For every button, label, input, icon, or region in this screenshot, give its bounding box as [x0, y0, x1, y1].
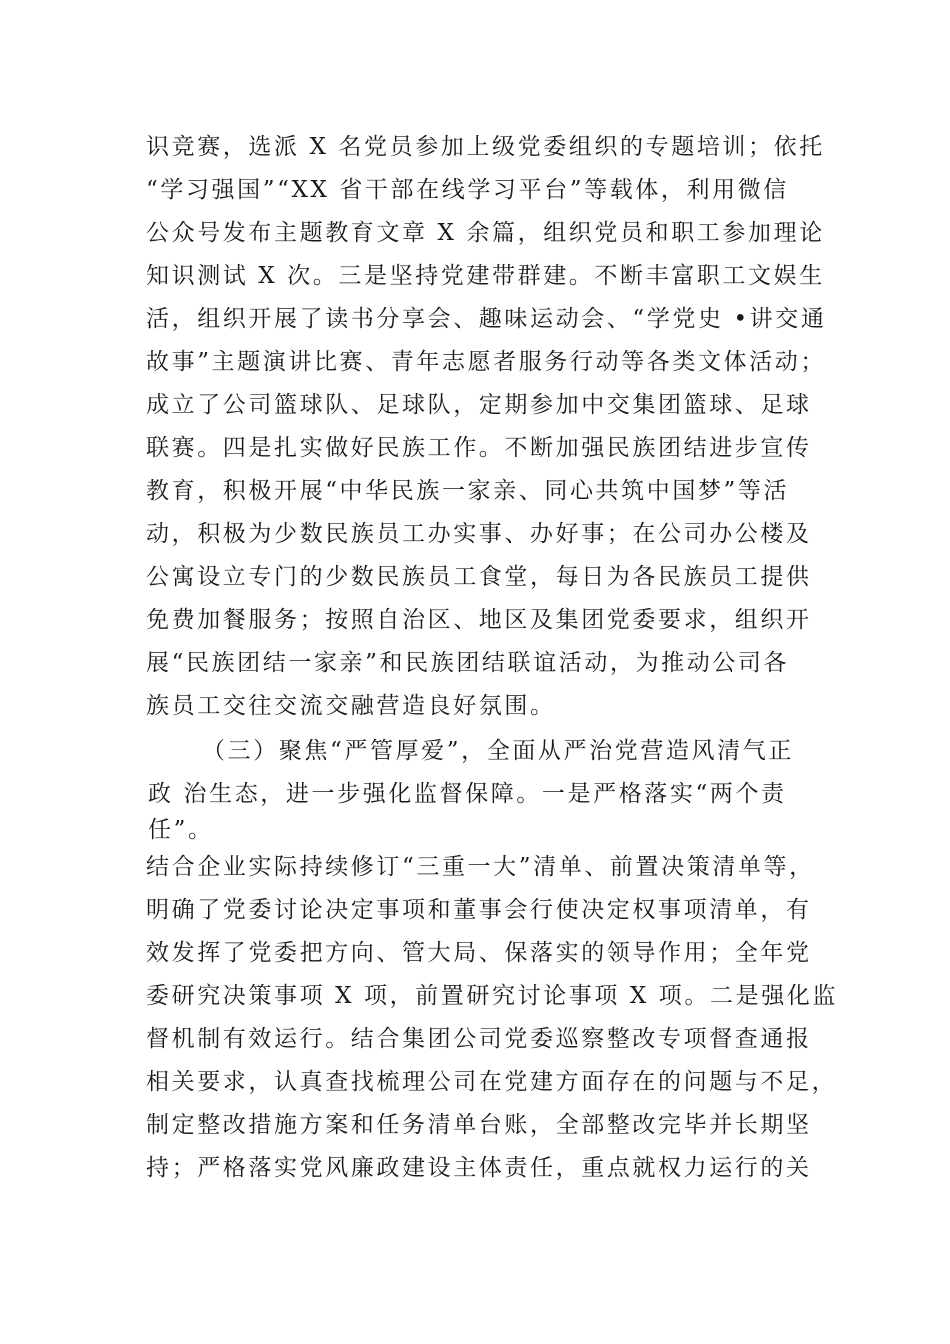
text-line: 成立了公司篮球队、足球队，定期参加中交集团篮球、足球	[146, 392, 812, 418]
text-line: 免费加餐服务；按照自治区、地区及集团党委要求，组织开	[146, 607, 812, 633]
section-heading-line: 政 治生态，进一步强化监督保障。一是严格落实“两个责	[148, 781, 787, 807]
text-line: 故事”主题演讲比赛、青年志愿者服务行动等各类文体活动；	[146, 349, 826, 375]
section-heading-line: （三）聚焦“严管厚爱”，全面从严治党营造风清气正	[202, 738, 794, 764]
text-line: 教育，积极开展“中华民族一家亲、同心共筑中国梦”等活	[146, 478, 790, 504]
text-line: “学习强国”“XX 省干部在线学习平台”等载体，利用微信	[146, 177, 789, 203]
text-line: 族员工交往交流交融营造良好氛围。	[146, 693, 556, 719]
text-line: 活，组织开展了读书分享会、趣味运动会、“学党史 •讲交通	[146, 306, 827, 332]
text-line: 识竞赛，选派 X 名党员参加上级党委组织的专题培训；依托	[146, 134, 825, 160]
text-line: 制定整改措施方案和任务清单台账，全部整改完毕并长期坚	[146, 1112, 812, 1138]
text-line: 动，积极为少数民族员工办实事、办好事；在公司办公楼及	[146, 521, 812, 547]
text-line: 委研究决策事项 X 项，前置研究讨论事项 X 项。二是强化监	[146, 983, 838, 1009]
text-line: 明确了党委讨论决定事项和董事会行使决定权事项清单，有	[146, 897, 812, 923]
text-line: 公寓设立专门的少数民族员工食堂，每日为各民族员工提供	[146, 564, 812, 590]
text-line: 相关要求，认真查找梳理公司在党建方面存在的问题与不足，	[146, 1069, 838, 1095]
section-heading-line: 任”。	[148, 817, 214, 843]
text-line: 展“民族团结一家亲”和民族团结联谊活动，为推动公司各	[146, 650, 790, 676]
text-line: 联赛。四是扎实做好民族工作。不断加强民族团结进步宣传	[146, 435, 812, 461]
text-line: 结合企业实际持续修订“三重一大”清单、前置决策清单等，	[146, 854, 815, 880]
text-line: 公众号发布主题教育文章 X 余篇，组织党员和职工参加理论	[146, 220, 825, 246]
text-line: 持；严格落实党风廉政建设主体责任，重点就权力运行的关	[146, 1155, 812, 1181]
text-line: 知识测试 X 次。三是坚持党建带群建。不断丰富职工文娱生	[146, 263, 825, 289]
text-line: 督机制有效运行。结合集团公司党委巡察整改专项督查通报	[146, 1026, 812, 1052]
text-line: 效发挥了党委把方向、管大局、保落实的领导作用；全年党	[146, 940, 812, 966]
